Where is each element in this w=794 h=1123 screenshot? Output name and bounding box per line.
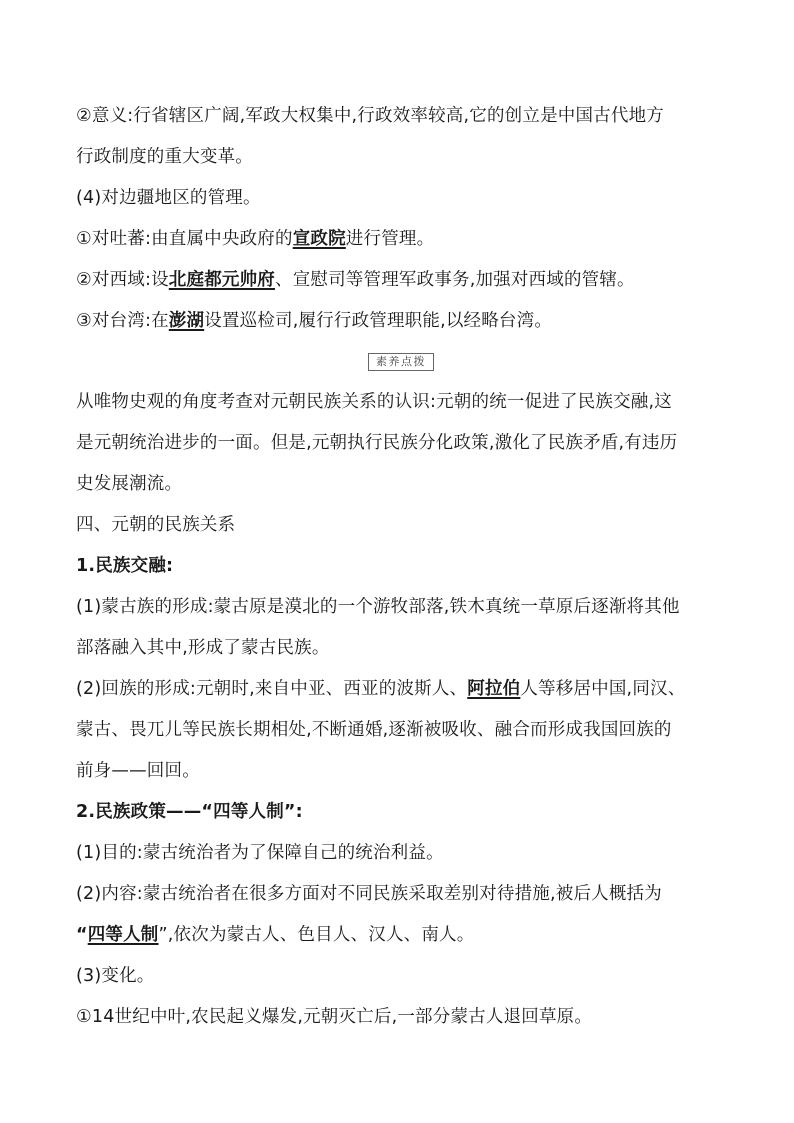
hui-formation-line: [76, 669, 726, 710]
text-span: 进行管理。: [345, 229, 435, 249]
paragraph-line: (1)蒙古族的形成:蒙古原是漠北的一个游牧部落,铁木真统一草原后逐渐将其他: [76, 597, 680, 617]
key-term: 北庭都元帅府: [168, 270, 275, 290]
paragraph-line: 是元朝统治进步的一面。但是,元朝执行民族分化政策,激化了民族矛盾,有违历: [76, 433, 678, 453]
text-span: (2)回族的形成:元朝时,来自中亚、西亚的波斯人、: [76, 679, 468, 699]
subsection-heading: 1.民族交融:: [76, 556, 174, 576]
subsection-heading: 2.民族政策——“四等人制”:: [76, 802, 303, 822]
literacy-tip-badge: 素养点拨: [370, 353, 432, 371]
paragraph-line: 蒙古、畏兀儿等民族长期相处,不断通婚,逐渐被吸收、融合而形成我国回族的: [76, 720, 672, 740]
text-span: 、宣慰司等管理军政事务,加强对西域的管辖。: [275, 270, 635, 290]
section-heading: 四、元朝的民族关系: [76, 515, 236, 535]
key-term: 四等人制: [87, 925, 159, 945]
paragraph-line: (2)内容:蒙古统治者在很多方面对不同民族采取差别对待措施,被后人概括为: [76, 884, 662, 904]
paragraph-line: ②意义:行省辖区广阔,军政大权集中,行政效率较高,它的创立是中国古代地方: [76, 106, 664, 126]
paragraph-line: (3)变化。: [76, 966, 155, 986]
quote-mark: “: [76, 925, 88, 945]
key-term: 澎湖: [168, 311, 205, 331]
paragraph-line: (1)目的:蒙古统治者为了保障自己的统治利益。: [76, 843, 444, 863]
paragraph-line: 部落融入其中,形成了蒙古民族。: [76, 638, 330, 658]
western-regions-item: [76, 260, 726, 301]
paragraph-line: 从唯物史观的角度考查对元朝民族关系的认识:元朝的统一促进了民族交融,这: [76, 392, 672, 412]
document-page: [76, 96, 726, 1038]
four-classes-line: [76, 915, 726, 956]
text-span: ”,依次为蒙古人、色目人、汉人、南人。: [158, 925, 475, 945]
text-span: 设置巡检司,履行行政管理职能,以经略台湾。: [204, 311, 553, 331]
paragraph-line: 行政制度的重大变革。: [76, 147, 253, 167]
taiwan-item: [76, 301, 726, 342]
paragraph-line: ①14世纪中叶,农民起义爆发,元朝灭亡后,一部分蒙古人退回草原。: [76, 1007, 593, 1027]
key-term: 阿拉伯: [467, 679, 521, 699]
badge-row: [76, 342, 726, 382]
text-span: ③对台湾:在: [76, 311, 169, 331]
text-span: ①对吐蕃:由直属中央政府的: [76, 229, 293, 249]
text-span: ②对西域:设: [76, 270, 169, 290]
section-heading: (4)对边疆地区的管理。: [76, 188, 261, 208]
key-term: 宣政院: [292, 229, 346, 249]
paragraph-line: 前身——回回。: [76, 761, 200, 781]
paragraph-line: 史发展潮流。: [76, 474, 183, 494]
tibet-item: [76, 219, 726, 260]
text-span: 人等移居中国,同汉、: [520, 679, 686, 699]
